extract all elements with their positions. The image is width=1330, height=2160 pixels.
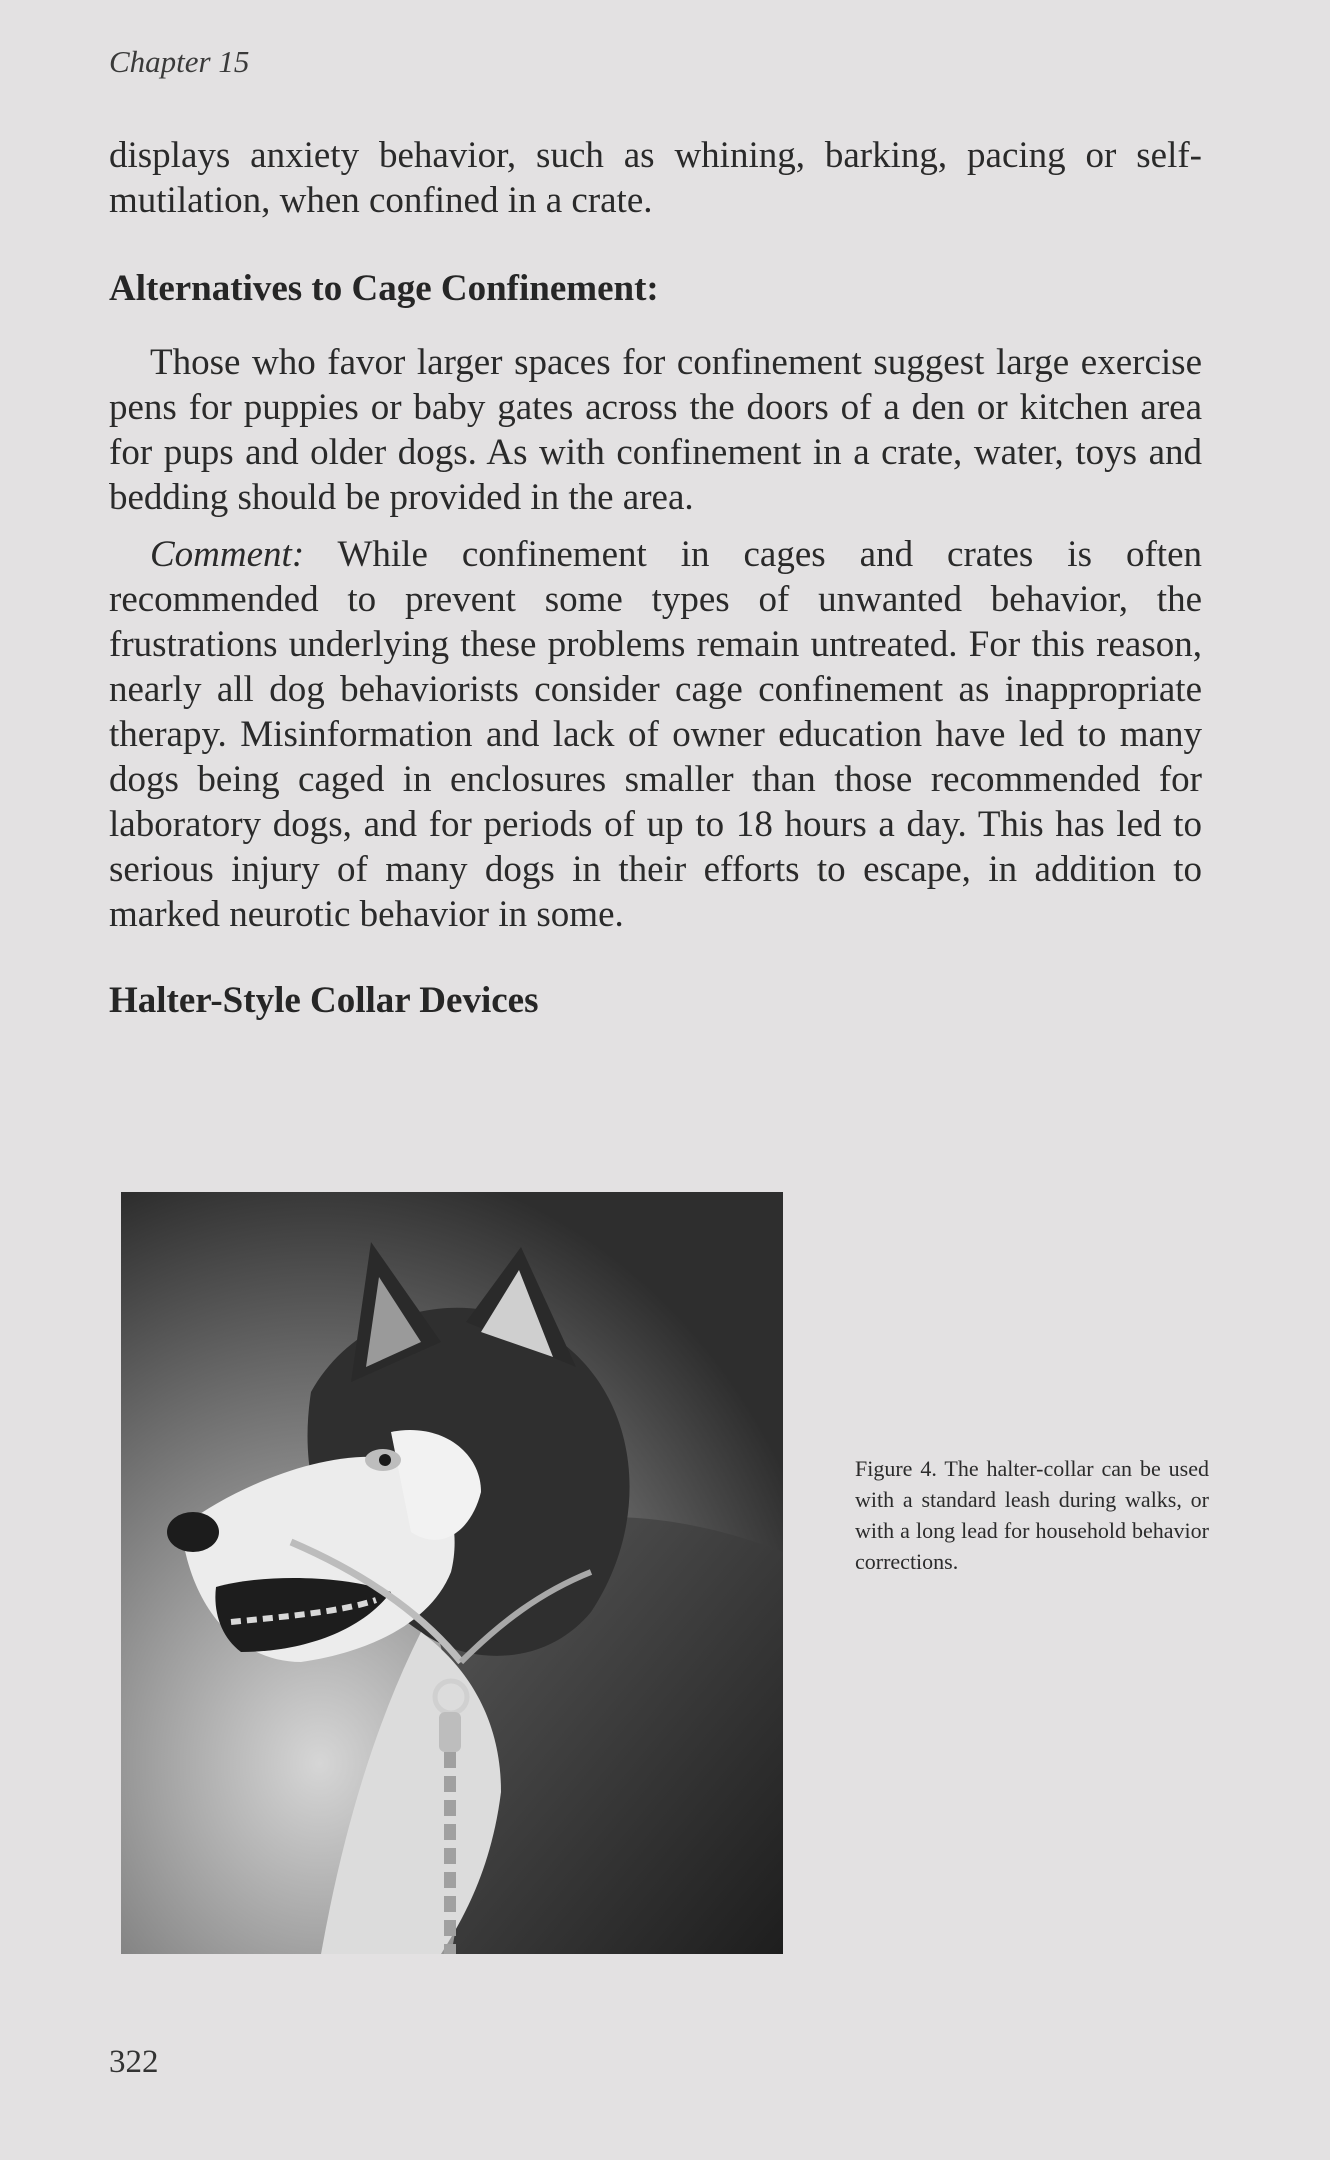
figure-caption: Figure 4. The halter-collar can be used with a standard leash during walks, or with a long lead for household behavior corrections. [855,1456,1209,1574]
continued-paragraph [109,133,1202,223]
running-head: Chapter 15 [109,44,250,79]
section-heading-halter: Halter-Style Collar Devices [109,980,539,1021]
continued-paragraph-text: displays anxiety behavior, such as whining, barking, pacing or self-mutilation, when confined in a crate. [109,135,1202,221]
alternatives-section [109,340,1202,937]
alternatives-paragraph: Those who favor larger spaces for confinement suggest large exercise pens for puppies or baby gates across the doors of a den or kitchen area for pups and older dogs. As with confinement in a crate, water, toys and bedding should be provided in the area. [109,342,1202,518]
husky-photo [121,1192,783,1954]
section-heading-alternatives: Alternatives to Cage Confinement: [109,268,659,309]
page-number: 322 [109,2044,159,2080]
comment-paragraph [109,532,1202,937]
comment-label: Comment: [150,534,305,575]
husky-illustration [121,1192,783,1954]
comment-text: While confinement in cages and crates is often recommended to prevent some types of unwanted behavior, the frustrations underlying these problems remain untreated. For this reason, nearly all dog behaviorists consider cage confinement as inappropriate therapy. Misinformation and lack of owner education have led to many dogs being caged in enclosures smaller than those recommended for laboratory dogs, and for periods of up to 18 hours a day. This has led to serious injury of many dogs in their efforts to escape, in addition to marked neurotic behavior in some. [109,534,1202,935]
